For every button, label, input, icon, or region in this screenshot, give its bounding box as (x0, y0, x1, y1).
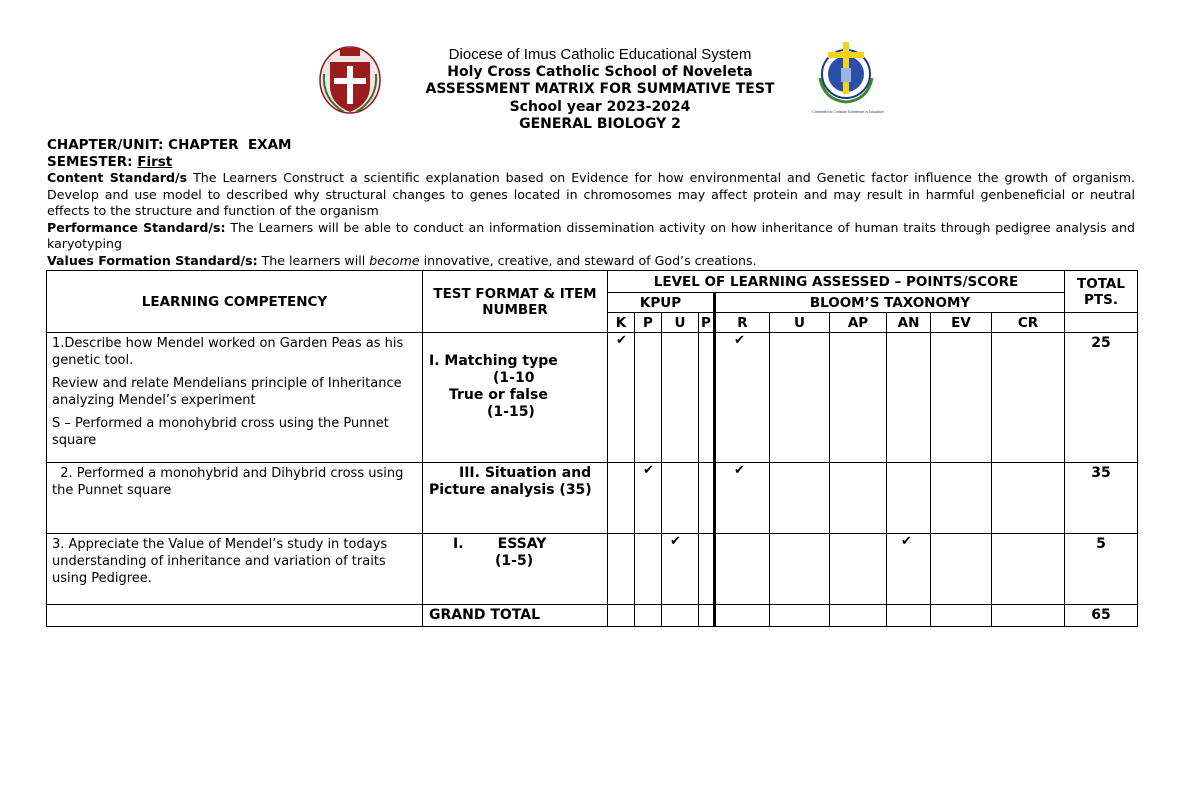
diocese-cross-logo (812, 38, 884, 116)
empty-cell (635, 605, 662, 627)
empty-cell (608, 534, 635, 605)
check-k: ✔ (608, 333, 635, 463)
empty-cell (699, 534, 715, 605)
values-text-1: The learners will (257, 252, 370, 268)
values-text-2: innovative, creative, and steward of God’s creations. (419, 252, 757, 268)
chapter-label: CHAPTER/UNIT: (47, 137, 164, 153)
sub-an: AN (887, 313, 931, 333)
competency-text: 2. Performed a monohybrid and Dihybrid cross using the Punnet square (52, 466, 408, 498)
empty-cell (887, 333, 931, 463)
test-format-cell (423, 333, 608, 463)
competency-cell (47, 333, 423, 463)
chapter-line (47, 137, 1135, 154)
chapter-value: CHAPTER EXAM (168, 137, 292, 153)
header-total-pts: TOTAL PTS. (1065, 271, 1138, 313)
semester-label: SEMESTER: (47, 153, 133, 170)
check-an: ✔ (887, 534, 931, 605)
header-kpup: KPUP (608, 293, 715, 313)
grand-total-label: GRAND TOTAL (423, 605, 608, 627)
empty-cell (992, 605, 1065, 627)
empty-cell (699, 333, 715, 463)
empty-cell (830, 463, 887, 534)
table-row (47, 463, 1138, 534)
content-standard (47, 170, 1135, 220)
test-format-text: True or false (449, 387, 548, 403)
header-blooms-taxonomy: BLOOM’S TAXONOMY (715, 293, 1065, 313)
sub-u: U (662, 313, 699, 333)
check-p: ✔ (635, 463, 662, 534)
empty-cell (770, 463, 830, 534)
header-learning-competency: LEARNING COMPETENCY (47, 271, 423, 333)
test-format-text: I. ESSAY (453, 536, 547, 552)
assessment-matrix-table (46, 270, 1138, 627)
performance-standard (47, 220, 1135, 253)
empty-cell (770, 534, 830, 605)
empty-cell (992, 333, 1065, 463)
sub-ap: AP (830, 313, 887, 333)
empty-cell (635, 534, 662, 605)
logo-motto: Committed to Christian Excellence in Education (812, 110, 884, 114)
empty-cell (931, 605, 992, 627)
test-format-cell (423, 534, 608, 605)
sub-p2: P (699, 313, 715, 333)
values-text-em: become (369, 252, 420, 268)
diocese-name: Diocese of Imus Catholic Educational System (448, 46, 752, 63)
empty-cell (830, 534, 887, 605)
empty-cell (662, 463, 699, 534)
test-format-cell (423, 463, 608, 534)
empty-cell (931, 463, 992, 534)
empty-cell (830, 605, 887, 627)
check-u: ✔ (662, 534, 699, 605)
grand-total-row (47, 605, 1138, 627)
school-seal-logo (318, 44, 382, 116)
subject-title: GENERAL BIOLOGY 2 (519, 116, 681, 132)
performance-standard-label: Performance Standard/s: (47, 219, 226, 235)
test-format-text: (1-15) (487, 404, 535, 420)
empty-cell (699, 463, 715, 534)
empty-cell (992, 463, 1065, 534)
school-name: Holy Cross Catholic School of Noveleta (447, 63, 753, 80)
values-standard (47, 253, 1135, 270)
document-header (400, 46, 800, 134)
test-format-text: I. Matching type (429, 353, 558, 369)
empty-cell (47, 605, 423, 627)
empty-cell (887, 605, 931, 627)
semester-line (47, 154, 1135, 171)
row-total: 35 (1065, 463, 1138, 534)
content-standard-label: Content Standard/s (47, 170, 188, 185)
sub-ev: EV (931, 313, 992, 333)
row-total: 5 (1065, 534, 1138, 605)
check-r: ✔ (715, 463, 770, 534)
sub-r: R (715, 313, 770, 333)
competency-text: 3. Appreciate the Value of Mendel’s study in todays understanding of inheritance and variation of traits using Pedigree. (52, 537, 388, 586)
empty-cell (715, 605, 770, 627)
test-format-text: (1-5) (495, 553, 534, 569)
school-year: School year 2023-2024 (509, 98, 691, 115)
empty-cell (931, 534, 992, 605)
empty-cell (715, 534, 770, 605)
test-format-text: III. Situation and Picture analysis (35) (429, 465, 592, 498)
performance-standard-text: The Learners will be able to conduct an information dissemination activity on how inheritance of human traits through pedigree analysis and karyotyping (47, 219, 1135, 251)
content-standard-text: The Learners Construct a scientific explanation based on Evidence for how environmental and Genetic factor influence the growth of organism. Develop and use model to described why structural changes to genes located in chromosomes may affect protein and may result in harmful genbeneficial or neutral effects to the structure and function of the organism (47, 170, 1135, 218)
table-row (47, 333, 1138, 463)
test-format-text: (1-10 (493, 370, 535, 386)
empty-cell (931, 333, 992, 463)
sub-total-blank (1065, 313, 1138, 333)
competency-text: 1.Describe how Mendel worked on Garden Peas as his genetic tool. (52, 336, 404, 368)
grand-total-value: 65 (1065, 605, 1138, 627)
sub-cr: CR (992, 313, 1065, 333)
competency-text: S – Performed a monohybrid cross using the Punnet square (52, 416, 389, 448)
values-standard-label: Values Formation Standard/s: (47, 252, 258, 268)
sub-p: P (635, 313, 662, 333)
sub-u2: U (770, 313, 830, 333)
empty-cell (662, 333, 699, 463)
empty-cell (635, 333, 662, 463)
empty-cell (608, 463, 635, 534)
empty-cell (608, 605, 635, 627)
competency-cell (47, 534, 423, 605)
competency-cell (47, 463, 423, 534)
empty-cell (770, 605, 830, 627)
empty-cell (830, 333, 887, 463)
empty-cell (770, 333, 830, 463)
sub-k: K (608, 313, 635, 333)
row-total: 25 (1065, 333, 1138, 463)
header-test-format: TEST FORMAT & ITEM NUMBER (423, 271, 608, 333)
competency-text: Review and relate Mendelians principle of Inheritance analyzing Mendel’s experiment (52, 376, 402, 408)
table-row (47, 534, 1138, 605)
check-r: ✔ (715, 333, 770, 463)
header-level-of-learning: LEVEL OF LEARNING ASSESSED – POINTS/SCORE (608, 271, 1065, 293)
empty-cell (662, 605, 699, 627)
assessment-metadata (47, 137, 1135, 269)
document-title: ASSESSMENT MATRIX FOR SUMMATIVE TEST (425, 81, 775, 97)
empty-cell (699, 605, 715, 627)
semester-value: First (137, 153, 173, 170)
empty-cell (992, 534, 1065, 605)
empty-cell (887, 463, 931, 534)
